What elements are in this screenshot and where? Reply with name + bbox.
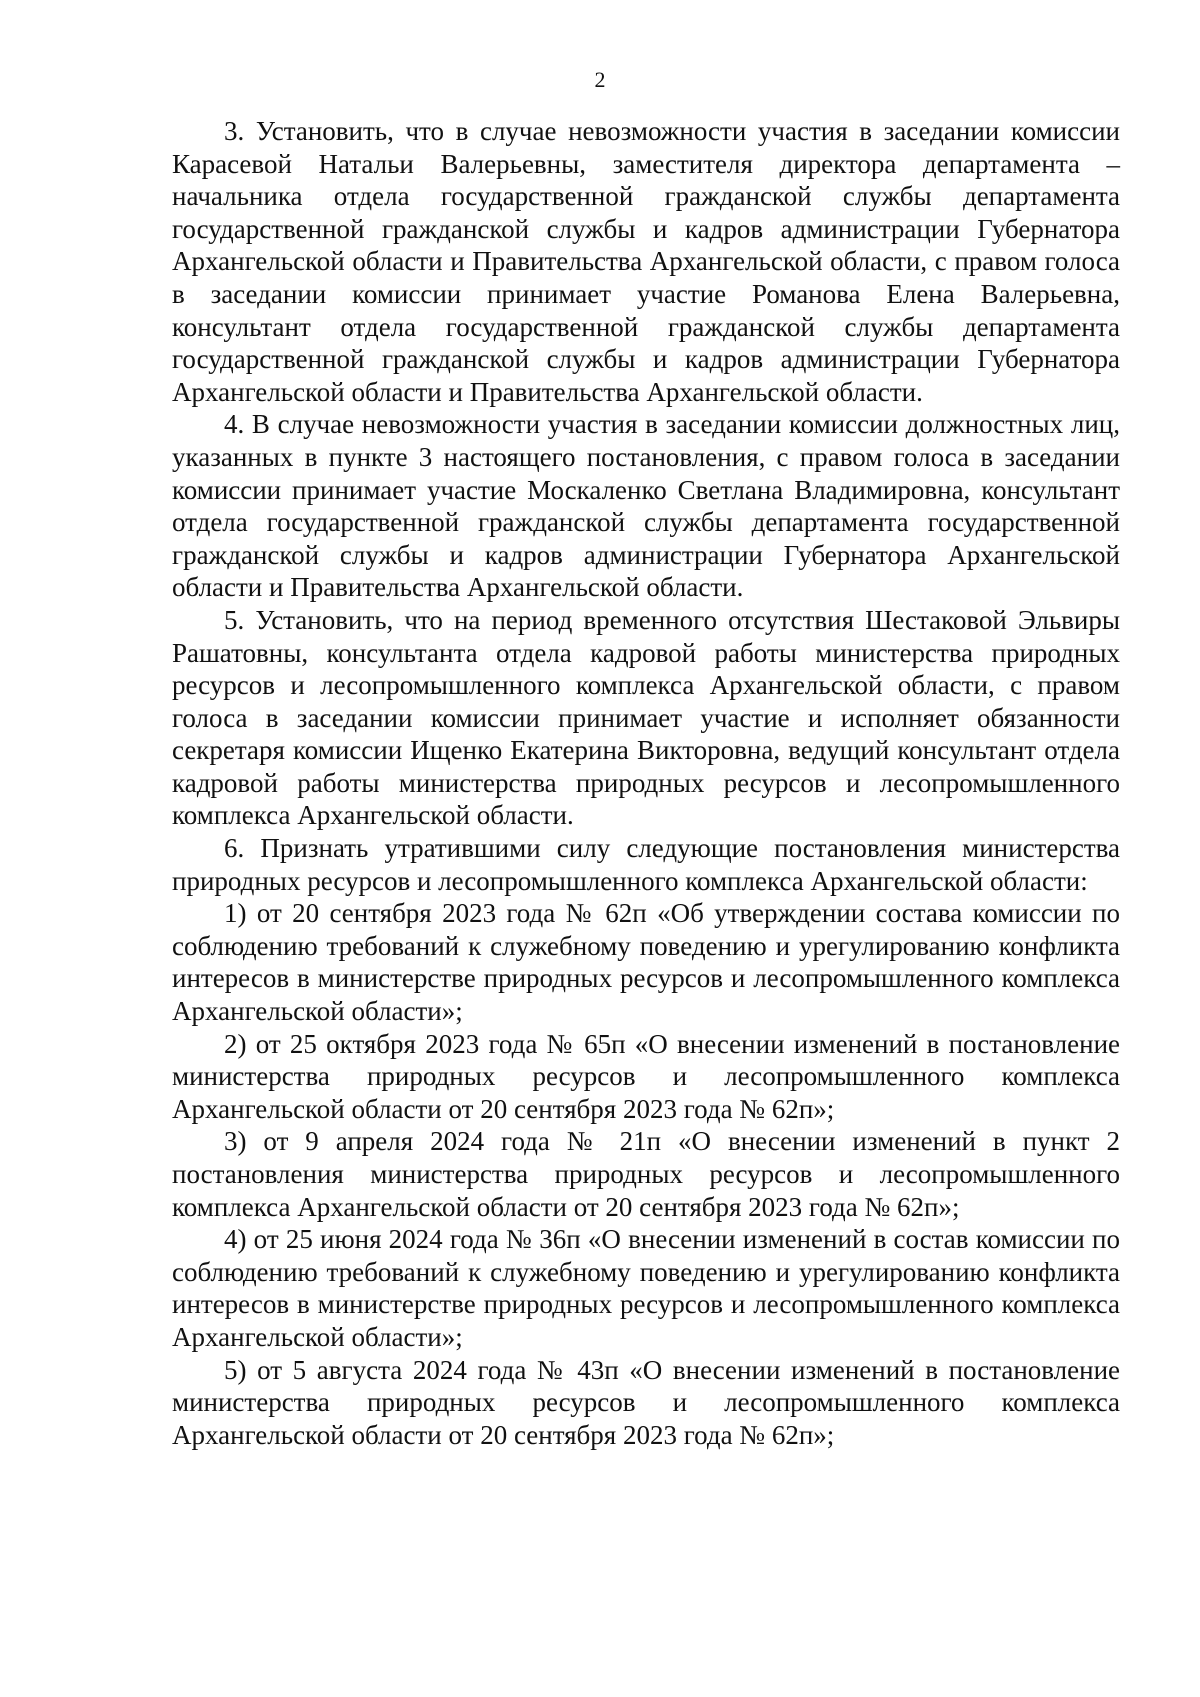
document-body — [172, 115, 1120, 1451]
paragraph-6: 6. Признать утратившими силу следующие постановления министерства природных ресурсов и лесопромышленного комплекса Архангельской области: — [172, 833, 1120, 896]
list-item-1: 1) от 20 сентября 2023 года № 62п «Об утверждении состава комиссии по соблюдению требований к служебному поведению и урегулированию конфликта интересов в министерстве природных ресурсов и лесопромышленного комплекса Архангельской области»; — [172, 898, 1120, 1027]
page-number: 2 — [594, 67, 606, 92]
paragraph-3: 3. Установить, что в случае невозможности участия в заседании комиссии Карасевой Натальи Валерьевны, заместителя директора департамента – начальника отдела государственной гражданской службы департамента государственной гражданской службы и кадров администрации Губернатора Архангельской области и Правительства Архангельской области, с правом голоса в заседании комиссии принимает участие Романова Елена Валерьевна, консультант отдела государственной гражданской службы департамента государственной гражданской службы и кадров администрации Губернатора Архангельской области и Правительства Архангельской области. — [172, 116, 1120, 407]
list-item-2: 2) от 25 октября 2023 года № 65п «О внесении изменений в постановление министерства природных ресурсов и лесопромышленного комплекса Архангельской области от 20 сентября 2023 года № 62п»; — [172, 1028, 1120, 1124]
list-item-3: 3) от 9 апреля 2024 года № 21п «О внесении изменений в пункт 2 постановления министерства природных ресурсов и лесопромышленного комплекса Архангельской области от 20 сентября 2023 года № 62п»; — [172, 1126, 1120, 1222]
paragraph-5: 5. Установить, что на период временного отсутствия Шестаковой Эльвиры Рашатовны, консультанта отдела кадровой работы министерства природных ресурсов и лесопромышленного комплекса Архангельской области, с правом голоса в заседании комиссии принимает участие и исполняет обязанности секретаря комиссии Ищенко Екатерина Викторовна, ведущий консультант отдела кадровой работы министерства природных ресурсов и лесопромышленного комплекса Архангельской области. — [172, 604, 1120, 831]
list-item-4: 4) от 25 июня 2024 года № 36п «О внесении изменений в состав комиссии по соблюдению требований к служебному поведению и урегулированию конфликта интересов в министерстве природных ресурсов и лесопромышленного комплекса Архангельской области»; — [172, 1224, 1120, 1352]
paragraph-4: 4. В случае невозможности участия в заседании комиссии должностных лиц, указанных в пункте 3 настоящего постановления, с правом голоса в заседании комиссии принимает участие Москаленко Светлана Владимировна, консультант отдела государственной гражданской службы департамента государственной гражданской службы и кадров администрации Губернатора Архангельской области и Правительства Архангельской области. — [172, 409, 1120, 603]
list-item-5: 5) от 5 августа 2024 года № 43п «О внесении изменений в постановление министерства природных ресурсов и лесопромышленного комплекса Архангельской области от 20 сентября 2023 года № 62п»; — [172, 1354, 1120, 1450]
